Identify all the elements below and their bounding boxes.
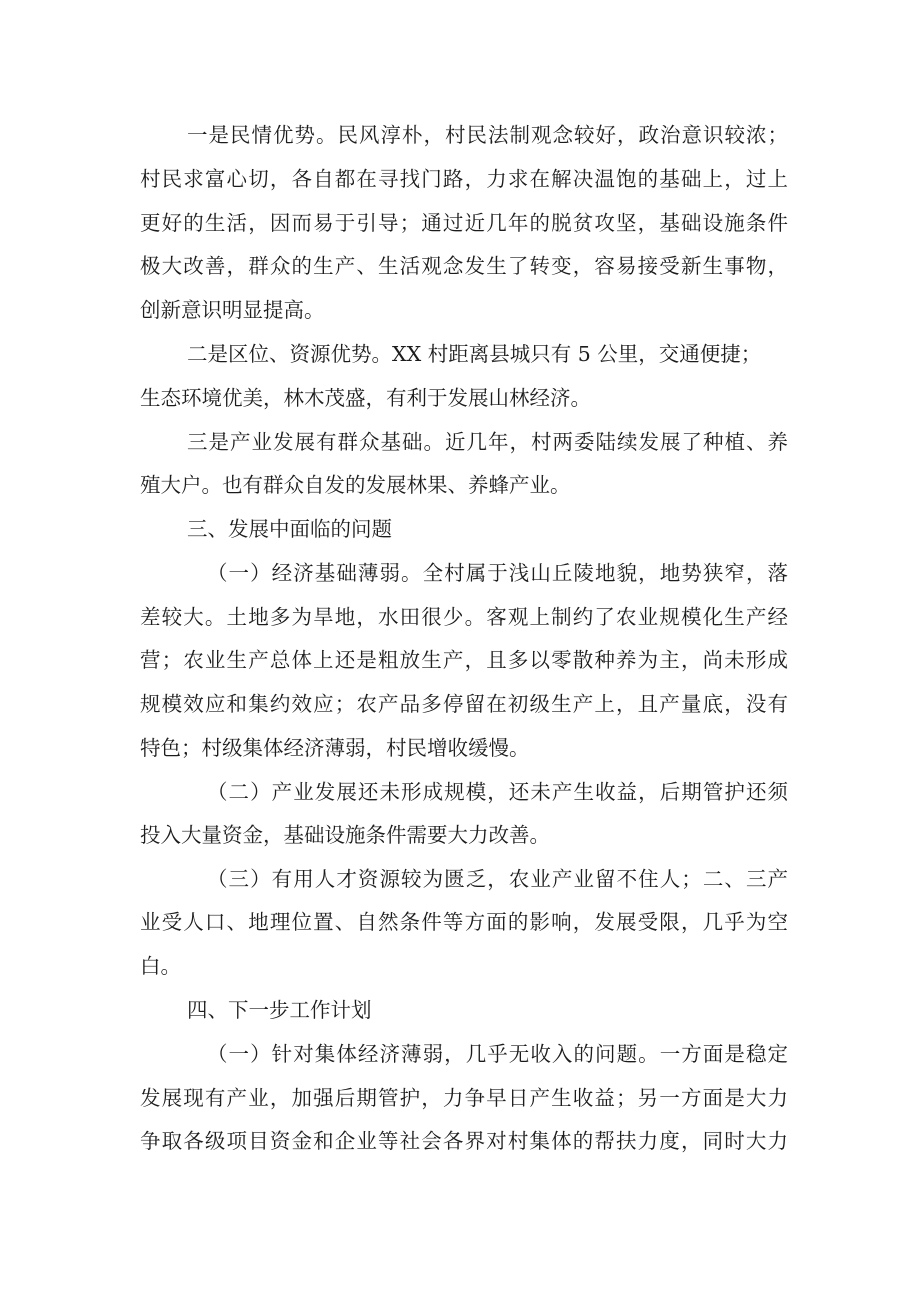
paragraph-line: 极大改善，群众的生产、生活观念发生了转变，容易接受新生事物， xyxy=(140,254,788,278)
paragraph-line: 村民求富心切，各自都在寻找门路，力求在解决温饱的基础上，过上 xyxy=(140,167,788,191)
paragraph-line: （一）经济基础薄弱。全村属于浅山丘陵地貌，地势狭窄，落 xyxy=(207,561,788,585)
paragraph-line: 三是产业发展有群众基础。近几年，村两委陆续发展了种植、养 xyxy=(187,430,788,454)
paragraph-line: （二）产业发展还未形成规模，还未产生收益，后期管护还须 xyxy=(207,780,788,804)
paragraph-line: 规模效应和集约效应；农产品多停留在初级生产上，且产量底，没有 xyxy=(140,692,788,716)
paragraph-line: （一）针对集体经济薄弱，几乎无收入的问题。一方面是稳定 xyxy=(207,1042,788,1066)
paragraph-line: 创新意识明显提高。 xyxy=(140,298,325,322)
paragraph-line: 特色；村级集体经济薄弱，村民增收缓慢。 xyxy=(140,736,530,760)
paragraph-line: 营；农业生产总体上还是粗放生产，且多以零散种养为主，尚未形成 xyxy=(140,648,788,672)
paragraph-line: 业受人口、地理位置、自然条件等方面的影响，发展受限，几乎为空 xyxy=(140,910,788,934)
paragraph-line: 投入大量资金，基础设施条件需要大力改善。 xyxy=(140,823,550,847)
paragraph-line: 殖大户。也有群众自发的发展林果、养蜂产业。 xyxy=(140,473,571,497)
paragraph-line: 白。 xyxy=(140,954,181,978)
paragraph-line: 生态环境优美，林木茂盛，有利于发展山林经济。 xyxy=(140,386,591,410)
paragraph-line: 发展现有产业，加强后期管护，力争早日产生收益；另一方面是大力 xyxy=(140,1086,788,1110)
paragraph-line: 二是区位、资源优势。XX 村距离县城只有 5 公里，交通便捷； xyxy=(187,342,762,366)
paragraph-line: 差较大。土地多为旱地，水田很少。客观上制约了农业规模化生产经 xyxy=(140,605,788,629)
paragraph-line: 争取各级项目资金和企业等社会各界对村集体的帮扶力度，同时大力 xyxy=(140,1129,788,1153)
paragraph-line: （三）有用人才资源较为匮乏，农业产业留不住人；二、三产 xyxy=(207,867,788,891)
section-heading: 三、发展中面临的问题 xyxy=(187,517,392,541)
section-heading: 四、下一步工作计划 xyxy=(187,998,372,1022)
paragraph-line: 一是民情优势。民风淳朴，村民法制观念较好，政治意识较浓； xyxy=(187,123,788,147)
paragraph-line: 更好的生活，因而易于引导；通过近几年的脱贫攻坚，基础设施条件 xyxy=(140,211,788,235)
